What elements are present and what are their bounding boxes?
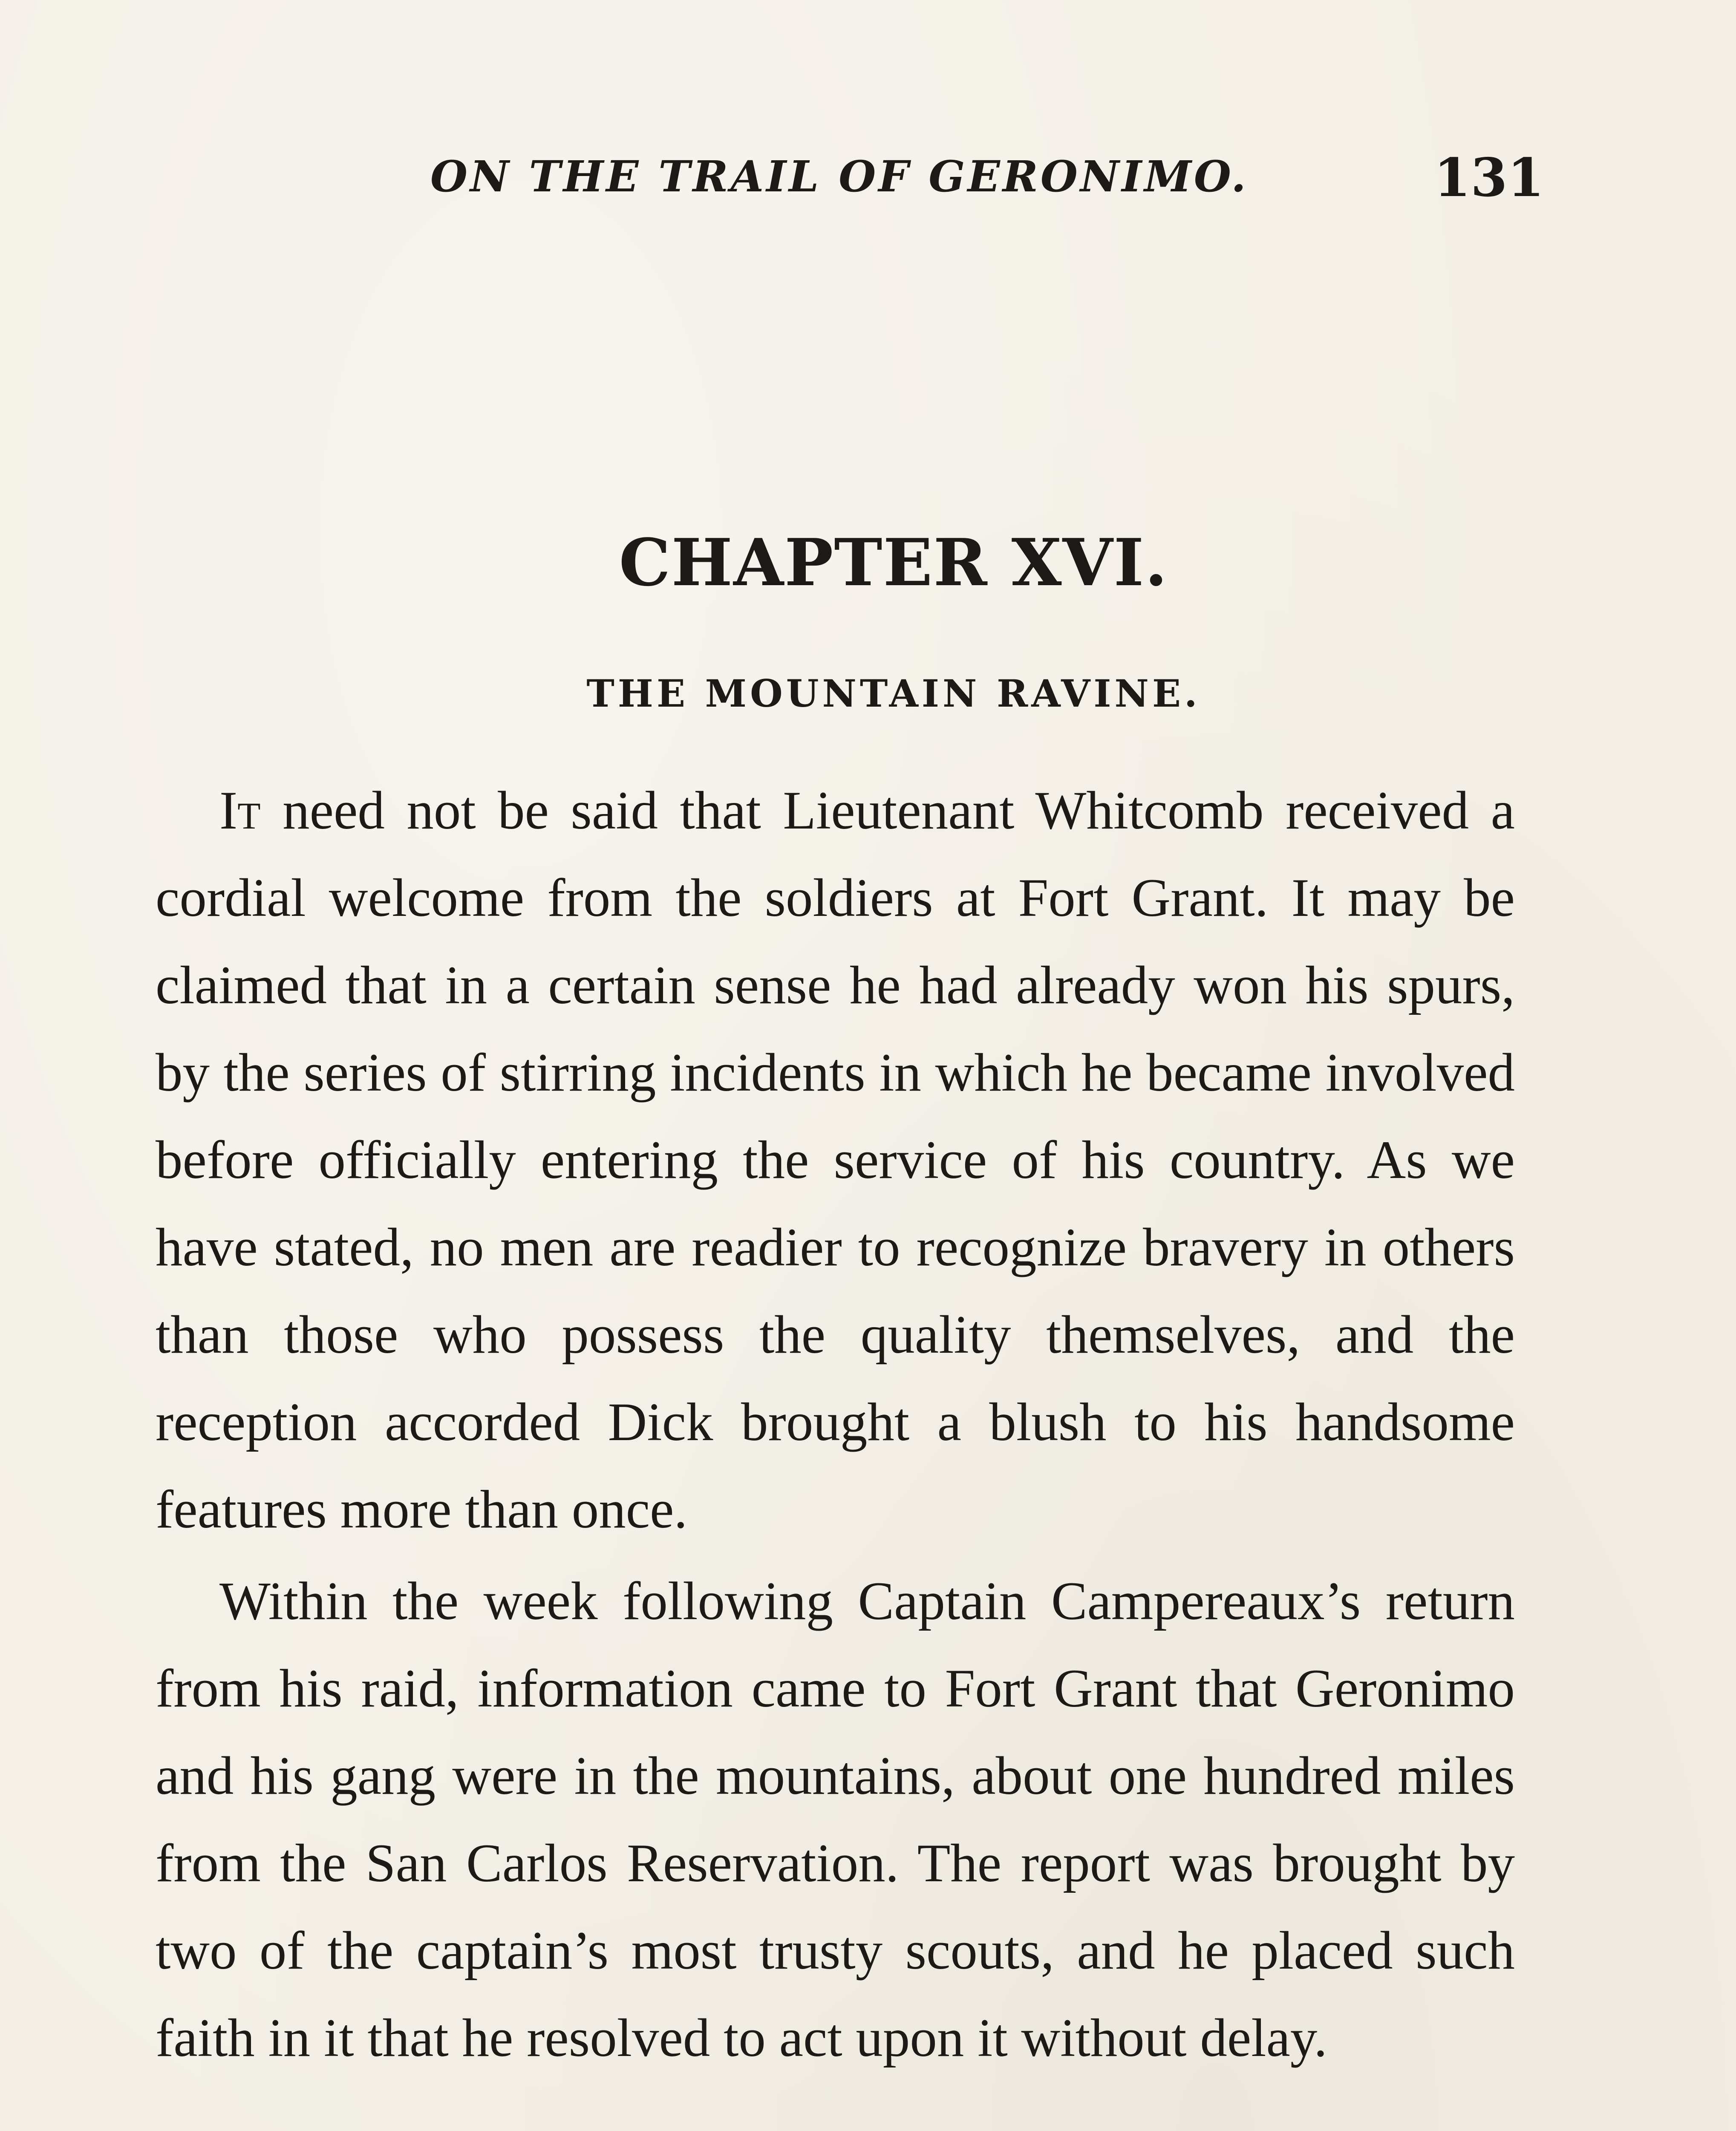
running-head: ON THE TRAIL OF GERONIMO. [430, 151, 1249, 202]
page-number: 131 [1434, 147, 1544, 209]
body-text [156, 767, 1515, 2082]
paragraph-1 [156, 767, 1515, 1553]
chapter-subtitle: THE MOUNTAIN RAVINE. [586, 671, 1201, 716]
drop-lead-word: It [219, 781, 261, 840]
paragraph-1-text: need not be said that Lieutenant Whitcomb received a cordial welcome from the soldiers at Fort Grant. It may be claimed that in a certain sense he had already won his spurs, by the series of stirring incidents in which he became involved before officially entering the service of his country. As we have stated, no men are readier to recognize bravery in others than those who possess the quality themselves, and the reception accorded Dick brought a blush to his handsome features more than once. [156, 781, 1515, 1539]
chapter-title: CHAPTER XVI. [619, 524, 1168, 601]
paragraph-2: Within the week following Captain Campereaux’s return from his raid, information came to Fort Grant that Geronimo and his gang were in the mountains, about one hundred miles from the San Carlos Reservation. The report was brought by two of the captain’s most trusty scouts, and he placed such faith in it that he resolved to act upon it without delay. [156, 1571, 1515, 2068]
